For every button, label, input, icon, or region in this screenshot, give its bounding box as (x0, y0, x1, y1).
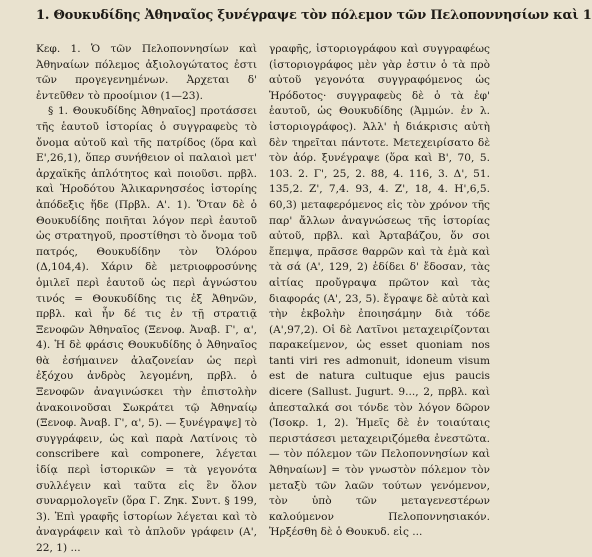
chapter-summary: Κεφ. 1. Ὁ τῶν Πελοποννησίων καὶ Ἀθηναίων πόλεμος ἀξιολογώτατος ἐστι τῶν προγεγενημένων. Ἀρχεται δ' ἐντεῦθεν τὸ προοίμιον (1—23). (36, 43, 257, 102)
two-column-commentary (36, 42, 490, 557)
commentary-paragraph: § 1. Θουκυδίδης Ἀθηναῖος] προτάσσει τῆς ἑαυτοῦ ἱστορίας ὁ συγγραφεὺς τὸ ὄνομα αὐτοῦ καὶ τῆς πατρίδος (ὅρα καὶ Ε',26,1), ὅπερ συνήθειον οἱ παλαιοὶ μετ' ἀρχαϊκῆς ἁπλότητος καὶ ποιοῦσι. πρβλ. καὶ Ἡροδότου Ἁλικαρνησσέος ἱστορίης ἀπόδεξις ἥδε (Πρβλ. Α'. 1). Ὅταν δὲ ὁ Θουκυδίδης ποιῆται λόγον περὶ ἑαυτοῦ ὡς στρατηγοῦ, προστίθησι τὸ ὄνομα τοῦ πατρός, Θουκυδίδην τὸν Ὀλόρου (Δ,104,4). Χάριν δὲ μετριοφροσύνης ὁμιλεῖ περὶ ἑαυτοῦ ὡς περὶ ἀγνώστου τινός = Θουκυδίδης τις ἐξ Ἀθηνῶν, πρβλ. καὶ ἦν δέ τις ἐν τῇ στρατιᾷ Ξενοφῶν Ἀθηναῖος (Ξενοφ. Ἀναβ. Γ', α', 4). Ἡ δὲ φράσις Θουκυδίδης ὁ Ἀθηναῖος θὰ ἐσήμαινεν ἀλαζονείαν ὡς περὶ ἐξόχου ἀνδρὸς λεγομένη, πρβλ. ὁ Ξενοφῶν ἀναγινώσκει τὴν ἐπιστολὴν ἀνακοινοῦσαι Σωκράτει τῷ Ἀθηναίῳ (Ξενοφ. Ἀναβ. Γ', α', 5). — ξυνέγραψε] τὸ συγγράφειν, ὡς καὶ παρὰ Λατίνοις τὸ conscribere καὶ componere, λέγεται ἰδίᾳ περὶ ἱστορικῶν = τὰ γεγονότα συλλέγειν καὶ ταῦτα εἰς ἓν ὅλον συναρμολογεῖν (ὅρα Γ. Ζηκ. Συντ. § 199, 3). Ἐπὶ γραφῆς ἱστορίων λέγεται καὶ τὸ ἀναγράφειν καὶ τὸ ἁπλοῦν γράφειν (Α', 22, 1) ... (36, 105, 257, 554)
left-column (36, 42, 257, 557)
right-column (269, 42, 490, 557)
commentary-paragraph-continued: γραφῆς, ἱστοριογράφου καὶ συγγραφέως (ἱστοριογράφος μὲν γὰρ ἐστιν ὁ τὰ πρὸ αὐτοῦ γεγονότα συγγραφόμενος ὡς Ἡρόδοτος· συγγραφεὺς δὲ ὁ τὰ ἐφ' ἑαυτοῦ, ὡς Θουκυδίδης (Ἀμμών. ἐν λ. ἱστοριογράφος). Ἀλλ' ἡ διάκρισις αὐτὴ δὲν τηρεῖται πάντοτε. Μετεχειρίσατο δὲ τὸν ἀόρ. ξυνέγραψε (ὅρα καὶ Β', 70, 5. 103. 2. Γ', 25, 2. 88, 4. 116, 3. Δ', 51. 135,2. Ζ', 7,4. 93, 4. Ζ', 18, 4. Η',6,5. 60,3) μεταφερόμενος εἰς τὸν χρόνον τῆς παρ' ἄλλων ἀναγνώσεως τῆς ἱστορίας αὐτοῦ, πρβλ. καὶ Ἀρταβάζου, ὅν σοι ἔπεμψα, πρᾶσσε θαρρῶν καὶ τὰ ἐμὰ καὶ τὰ σά (Α', 129, 2) ἐδίδει δ' ἔδοσαν, τὰς αἰτίας προὔγραψα πρῶτον καὶ τὰς διαφοράς (Α', 23, 5). ἔγραψε δὲ αὐτὰ καὶ τὴν ἐκβολὴν ἐποιησάμην διὰ τόδε (Α',97,2). Οἱ δὲ Λατῖνοι μεταχειρίζονται παρακείμενον, ὡς esset quoniam nos tanti viri res admonuit, idoneum visum est de natura cultuque ejus paucis dicere (Sallust. Jugurt. 9..., 2, πρβλ. καὶ ἀπεσταλκά σοι τόνδε τὸν λόγον δῶρον (Ἰσοκρ. 1, 2). Ἡμεῖς δὲ ἐν τοιαύταις περιστάσεσι μεταχειριζόμεθα ἐνεστῶτα. — τὸν πόλεμον τῶν Πελοποννησίων καὶ Ἀθηναίων] = τὸν γνωστὸν πόλεμον τὸν μεταξὺ τῶν λαῶν τούτων γενόμενον, τὸν ὑπὸ τῶν μεταγενεστέρων καλούμενον Πελοποννησιακόν. Ἠρξέσθη δὲ ὁ Θουκυδ. εἰς ... (269, 43, 490, 539)
chapter-heading: 1. Θουκυδίδης Ἀθηναῖος ξυνέγραψε τὸν πόλεμον τῶν Πελοποννησίων καὶ 1 (36, 8, 592, 23)
